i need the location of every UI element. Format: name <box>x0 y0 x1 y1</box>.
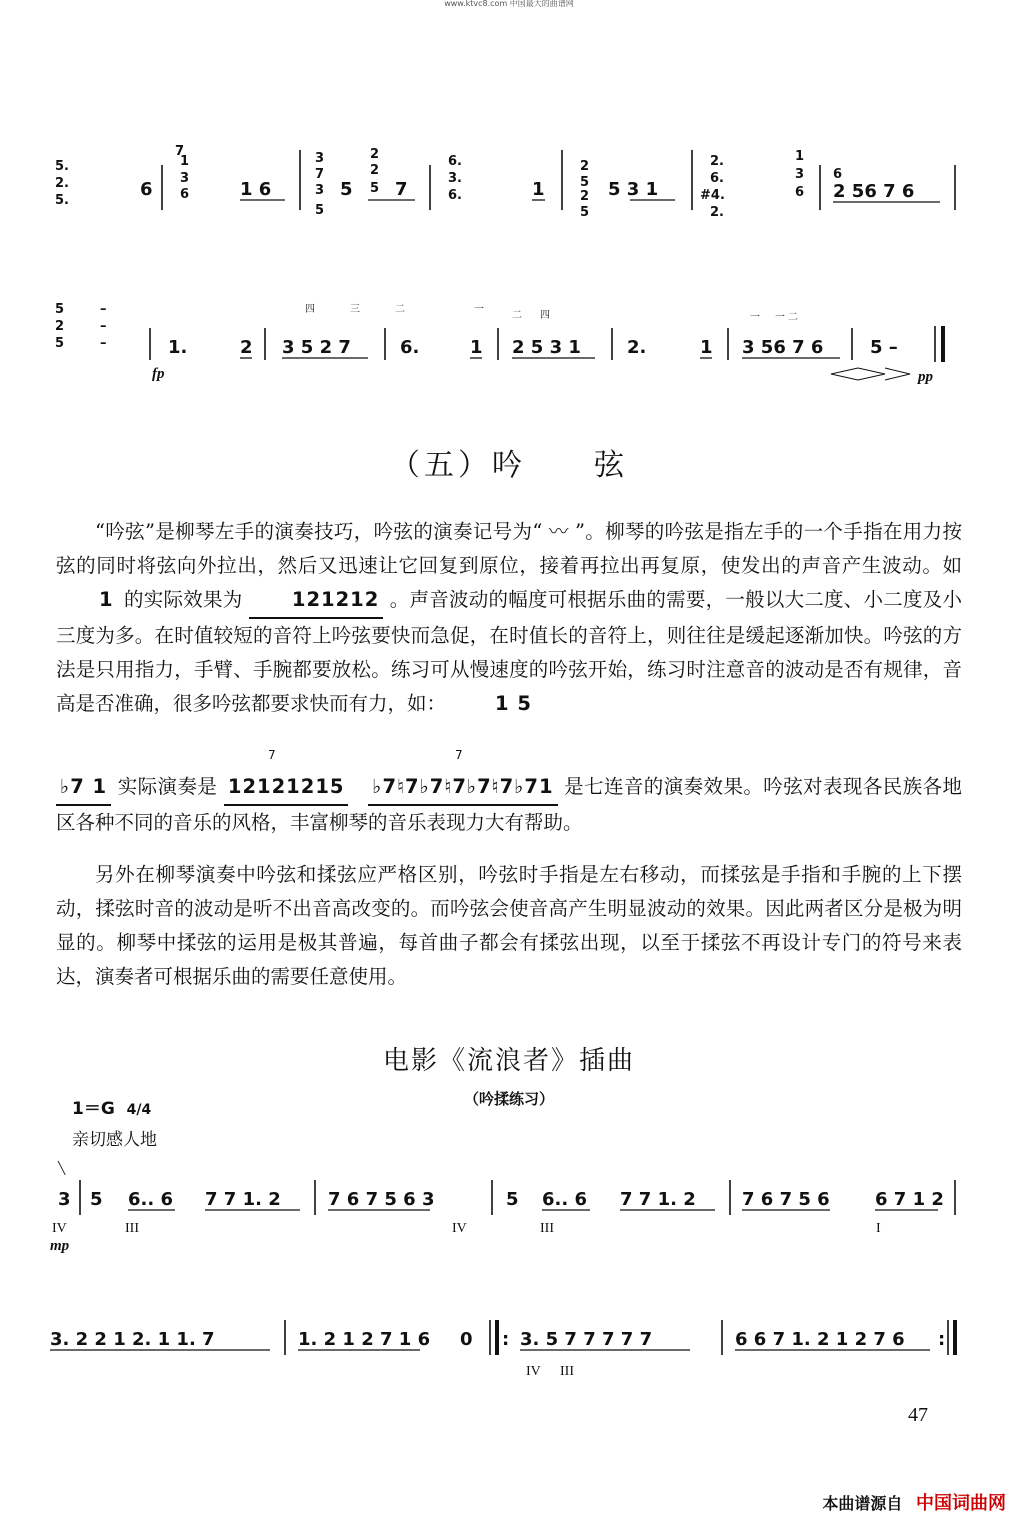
svg-text:3: 3 <box>315 183 325 198</box>
svg-text:1: 1 <box>180 154 190 169</box>
svg-text:3: 3 <box>315 151 325 166</box>
svg-text:5: 5 <box>580 205 590 220</box>
svg-text:6: 6 <box>180 187 190 202</box>
svg-text:6.. 6: 6.. 6 <box>542 1189 587 1210</box>
page-number: 47 <box>908 1404 928 1426</box>
tuplet-marker-2: 7 <box>455 748 463 762</box>
inline-example-2: 1 5 <box>495 692 532 715</box>
svg-text:三: 三 <box>350 304 360 315</box>
svg-text:IV: IV <box>52 1221 67 1236</box>
chord-3 <box>315 151 324 218</box>
dynamic-fp: fp <box>152 366 165 382</box>
song-subtitle: （吟揉练习） <box>463 1090 554 1108</box>
svg-text:5.: 5. <box>55 193 69 208</box>
svg-text:–: – <box>100 336 107 351</box>
svg-text::: : <box>502 1329 510 1350</box>
svg-text:7: 7 <box>175 144 185 159</box>
svg-text:7 7 1. 2: 7 7 1. 2 <box>205 1189 281 1210</box>
key-signature: 1＝G 4/4 <box>72 1099 152 1119</box>
svg-text:0: 0 <box>460 1329 473 1350</box>
svg-text:5.: 5. <box>55 159 69 174</box>
tempo-marking: 亲切感人地 <box>72 1130 157 1150</box>
svg-text:5: 5 <box>315 203 325 218</box>
svg-text:3 5 2 7: 3 5 2 7 <box>282 337 351 358</box>
svg-text:3: 3 <box>180 171 190 186</box>
svg-text:2 5 3 1: 2 5 3 1 <box>512 337 581 358</box>
score-row-1 <box>50 140 970 235</box>
song-staff-1 <box>50 1160 970 1255</box>
svg-text:7: 7 <box>395 179 408 200</box>
svg-text:二: 二 <box>512 310 522 321</box>
svg-text:1: 1 <box>700 337 713 358</box>
svg-text:2.: 2. <box>710 205 724 220</box>
tuplet-marker-1: 7 <box>268 748 276 762</box>
svg-text:一: 一 <box>474 304 484 315</box>
svg-text:5: 5 <box>506 1189 519 1210</box>
footer-site-link[interactable]: 中国词曲网 <box>916 1493 1006 1514</box>
svg-text:2: 2 <box>370 163 380 178</box>
svg-text:5: 5 <box>370 181 380 196</box>
svg-text:3: 3 <box>795 167 805 182</box>
svg-text:2.: 2. <box>627 337 647 358</box>
svg-text:1: 1 <box>470 337 483 358</box>
svg-text:3: 3 <box>58 1189 71 1210</box>
svg-text:7 6 7 5 6 3: 7 6 7 5 6 3 <box>328 1189 435 1210</box>
svg-text:6.: 6. <box>448 154 462 169</box>
svg-text:3.: 3. <box>448 171 462 186</box>
svg-text:6: 6 <box>833 167 843 182</box>
svg-text:6.: 6. <box>448 188 462 203</box>
inline-note-1: 1 <box>99 588 114 611</box>
svg-text:2: 2 <box>580 189 590 204</box>
svg-text:1: 1 <box>795 149 805 164</box>
svg-text:一: 一 <box>750 312 760 323</box>
svg-text:–: – <box>100 319 107 334</box>
svg-text:2: 2 <box>580 159 590 174</box>
score-staff-1 <box>50 140 970 235</box>
chord-8 <box>795 149 804 200</box>
paragraph-2: ♭7 1 实际演奏是 12121215 ♭7♮7♭7♮7♭7♮7♭71 是七连音的演奏效果。吟弦对表现各民族各地区各种不同的音乐的风格，丰富柳琴的音乐表现力大有帮助。 <box>56 770 962 840</box>
svg-text:III: III <box>125 1221 139 1236</box>
svg-text:5: 5 <box>580 175 590 190</box>
inline-example-1: 121212 <box>249 583 383 619</box>
svg-text:5: 5 <box>55 302 65 317</box>
svg-text:一: 一 <box>775 312 785 323</box>
watermark-header: www.ktvc8.com 中国最大的曲谱网 <box>444 0 574 8</box>
svg-text:#4.: #4. <box>700 188 725 203</box>
chord-4 <box>370 147 379 196</box>
note-6: 6 <box>140 179 153 200</box>
svg-text:╲: ╲ <box>58 1161 66 1175</box>
song-staff-2 <box>50 1300 970 1385</box>
svg-text:5 3 1: 5 3 1 <box>608 179 659 200</box>
inline-example-3: ♭7 1 <box>56 770 111 806</box>
dynamic-mp: mp <box>50 1238 70 1254</box>
svg-text:1. 2 1 2 7 1 6: 1. 2 1 2 7 1 6 <box>298 1329 431 1350</box>
svg-text:7: 7 <box>315 167 325 182</box>
svg-text:5: 5 <box>90 1189 103 1210</box>
svg-text:5: 5 <box>55 336 65 351</box>
section-title: （五）吟 弦 <box>390 448 628 483</box>
svg-text:I: I <box>876 1221 881 1236</box>
svg-text:5 –: 5 – <box>870 337 898 358</box>
svg-text:6.. 6: 6.. 6 <box>128 1189 173 1210</box>
paragraph-3: 另外在柳琴演奏中吟弦和揉弦应严格区别，吟弦时手指是左右移动，而揉弦是手指和手腕的上下摆动，揉弦时音的波动是听不出音高改变的。而吟弦会使音高产生明显波动的效果。因此两者区分是极为明显的。柳琴中揉弦的运用是极其普遍，每首曲子都会有揉弦出现，以至于揉弦不再设计专门的符号来表达，演奏者可根据乐曲的需要任意使用。 <box>56 863 962 988</box>
svg-text:III: III <box>560 1364 574 1379</box>
chord-9 <box>55 302 107 351</box>
svg-text:5: 5 <box>340 179 353 200</box>
svg-text:III: III <box>540 1221 554 1236</box>
score-staff-2 <box>50 298 970 398</box>
svg-text:2: 2 <box>370 147 380 162</box>
chord-1 <box>55 159 69 208</box>
svg-text:2: 2 <box>55 319 65 334</box>
song-row-2 <box>50 1300 970 1385</box>
svg-text::: : <box>938 1329 946 1350</box>
svg-text:四: 四 <box>540 310 550 321</box>
svg-text:7 7 1. 2: 7 7 1. 2 <box>620 1189 696 1210</box>
svg-text:6.: 6. <box>710 171 724 186</box>
svg-text:2: 2 <box>240 337 253 358</box>
paragraph-1: “吟弦”是柳琴左手的演奏技巧，吟弦的演奏记号为“ 〰 ”。柳琴的吟弦是指左手的一个手指在用力按弦的同时将弦向外拉出，然后又迅速让它回复到原位，接着再拉出再复原，使发出的声音产生波动。如1 的实际效果为 121212 。声音波动的幅度可根据乐曲的需要，一般以大二度、小二度及小三度为多。在时值较短的音符上吟弦要快而急促，在时值长的音符上，则往往是缓起逐渐加快。吟弦的方法是只用指力，手臂、手腕都要放松。练习可从慢速度的吟弦开始，练习时注意音的波动是否有规律，音高是否准确，很多吟弦都要求快而有力，如： 1 5 <box>56 515 962 721</box>
svg-text:2 56 7 6: 2 56 7 6 <box>833 181 915 202</box>
score-row-2 <box>50 298 970 398</box>
chord-2 <box>175 144 189 202</box>
svg-text:IV: IV <box>526 1364 541 1379</box>
footer-source-label: 本曲谱源自 <box>822 1494 903 1513</box>
svg-text:1.: 1. <box>168 337 188 358</box>
svg-text:7 6 7 5 6: 7 6 7 5 6 <box>742 1189 830 1210</box>
chord-6 <box>580 159 589 220</box>
inline-example-5: ♭7♮7♭7♮7♭7♮7♭71 <box>368 770 557 806</box>
song-row-1 <box>50 1160 970 1255</box>
svg-text:二: 二 <box>788 312 798 323</box>
svg-text:6: 6 <box>795 185 805 200</box>
svg-text:3. 5 7 7 7 7 7: 3. 5 7 7 7 7 7 <box>520 1329 653 1350</box>
notes-1-6: 1 6 <box>240 179 272 200</box>
dynamic-pp: pp <box>918 369 933 385</box>
svg-text:IV: IV <box>452 1221 467 1236</box>
chord-7 <box>700 154 725 220</box>
inline-example-4: 12121215 <box>224 770 349 806</box>
footer-source <box>822 1489 1006 1515</box>
svg-text:3. 2 2 1 2. 1 1. 7: 3. 2 2 1 2. 1 1. 7 <box>50 1329 215 1350</box>
svg-text:二: 二 <box>395 304 405 315</box>
svg-text:1: 1 <box>532 179 545 200</box>
svg-text:–: – <box>100 302 107 317</box>
svg-text:6 7 1 2: 6 7 1 2 <box>875 1189 944 1210</box>
song-title: 电影《流浪者》插曲 <box>382 1046 635 1076</box>
svg-text:四: 四 <box>305 304 315 315</box>
svg-text:2.: 2. <box>710 154 724 169</box>
svg-text:3 56 7 6: 3 56 7 6 <box>742 337 824 358</box>
svg-text:2.: 2. <box>55 176 69 191</box>
chord-5 <box>448 154 462 203</box>
svg-text:6.: 6. <box>400 337 420 358</box>
svg-text:6 6 7 1. 2 1 2 7 6: 6 6 7 1. 2 1 2 7 6 <box>735 1329 905 1350</box>
